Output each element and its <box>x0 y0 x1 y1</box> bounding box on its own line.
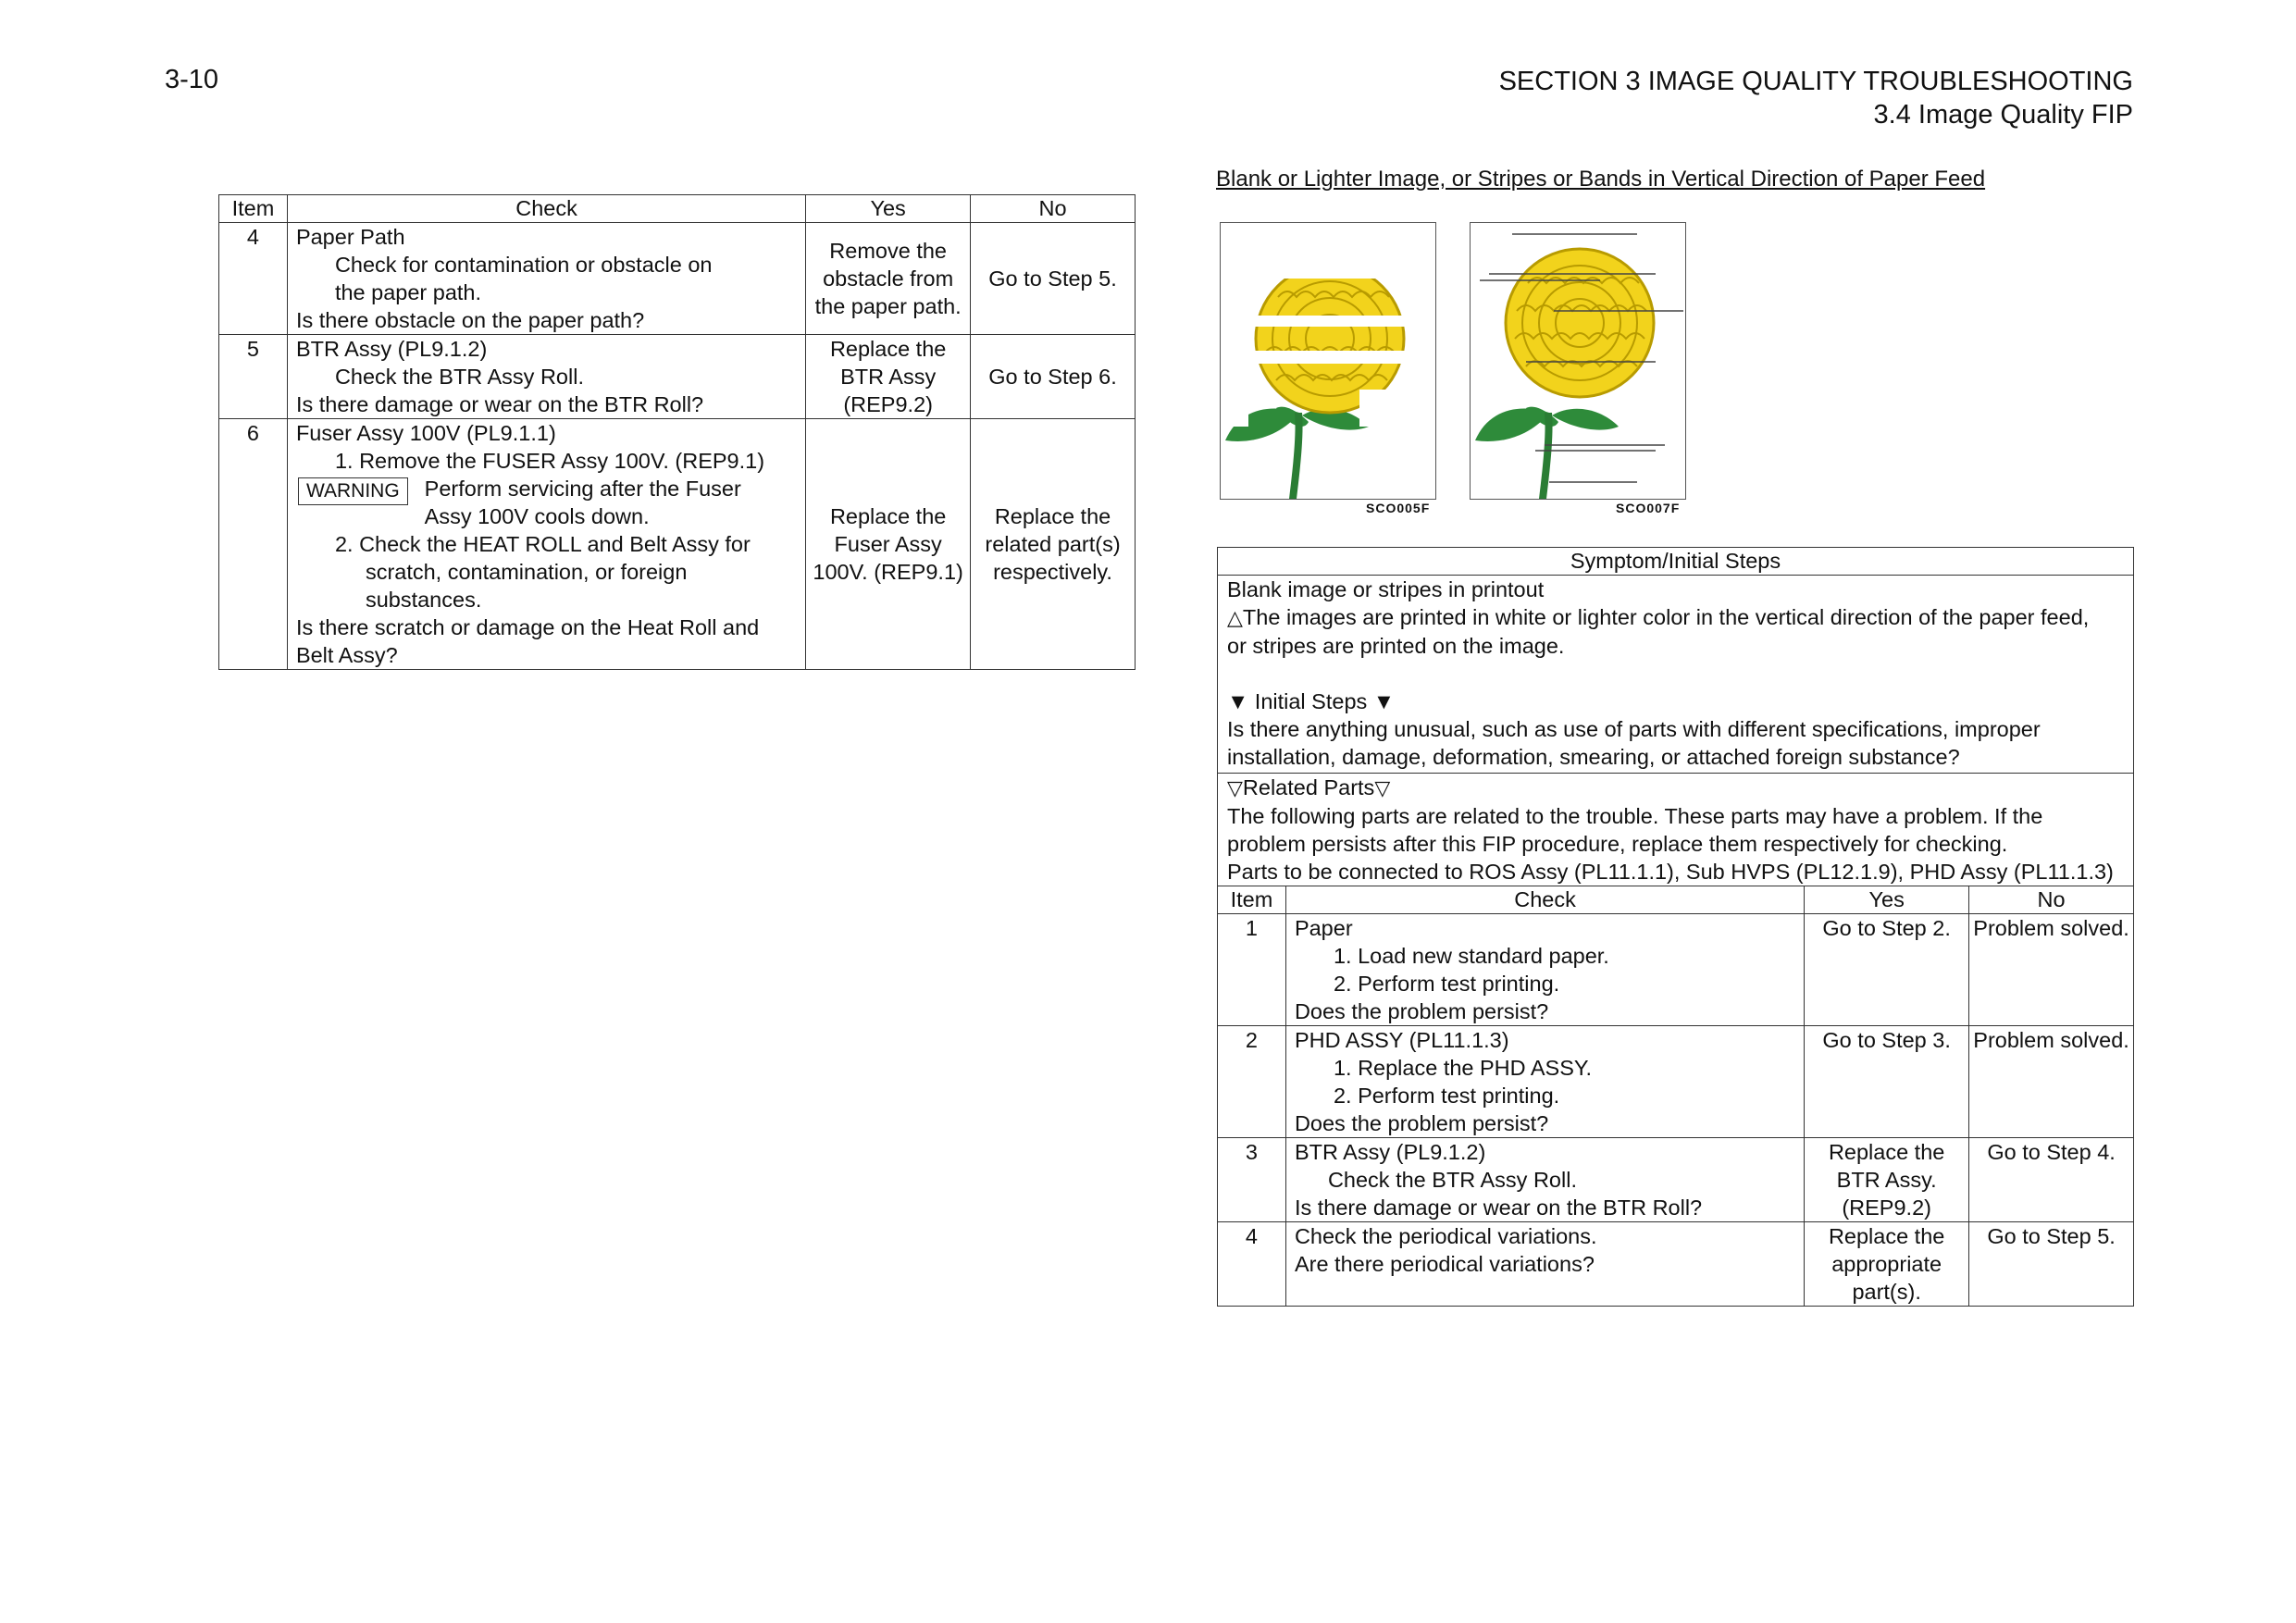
triangle-outline-icon: △ <box>1227 606 1243 629</box>
no-cell: Replace the related part(s) respectively. <box>971 419 1136 670</box>
check-title: Check the periodical variations. <box>1294 1224 1597 1248</box>
check-cell <box>1285 1138 1804 1222</box>
col-no: No <box>971 195 1136 223</box>
flower-illustration <box>1471 223 1685 499</box>
related-parts-row <box>1218 774 2134 886</box>
check-question: Belt Assy? <box>295 643 398 667</box>
page-number: 3-10 <box>165 65 219 94</box>
check-step: 2. Perform test printing. <box>1333 972 1560 996</box>
no-cell: Go to Step 4. <box>1969 1138 2134 1222</box>
yes-cell: Go to Step 2. <box>1805 914 1969 1026</box>
check-detail: Check the BTR Assy Roll. <box>334 365 584 389</box>
check-question: Does the problem persist? <box>1294 999 1549 1023</box>
yes-cell: Replace the appropriate part(s). <box>1805 1222 1969 1307</box>
triangle-down-outline-icon: ▽ <box>1374 776 1391 799</box>
col-item: Item <box>219 195 288 223</box>
check-title: Paper Path <box>295 225 405 249</box>
warning-line: Perform servicing after the Fuser <box>424 477 741 501</box>
triangle-down-outline-icon: ▽ <box>1227 776 1243 799</box>
no-cell: Go to Step 5. <box>1969 1222 2134 1307</box>
symptom-title: Blank image or stripes in printout <box>1227 577 1545 601</box>
check-cell <box>287 419 805 670</box>
warning-line: Assy 100V cools down. <box>424 504 650 528</box>
image-caption: SCO005F <box>1366 501 1431 515</box>
check-step-cont: scratch, contamination, or foreign <box>365 560 688 584</box>
no-cell: Problem solved. <box>1969 914 2134 1026</box>
col-item: Item <box>1218 886 1286 914</box>
symptom-header: Symptom/Initial Steps <box>1218 548 2134 576</box>
flower-illustration <box>1221 223 1435 499</box>
related-parts-line: problem persists after this FIP procedure, replace them respectively for checking. <box>1227 832 2008 856</box>
item-number: 4 <box>1218 1222 1286 1307</box>
item-number: 3 <box>1218 1138 1286 1222</box>
sample-image-blank-bands <box>1220 222 1436 500</box>
check-title: Paper <box>1294 916 1353 940</box>
initial-steps-line: Is there anything unusual, such as use of parts with different specifications, improper <box>1227 717 2041 741</box>
related-parts-line: Parts to be connected to ROS Assy (PL11.1.1), Sub HVPS (PL12.1.9), PHD Assy (PL11.1.3) <box>1227 860 2114 884</box>
item-number: 1 <box>1218 914 1286 1026</box>
spacer <box>1227 660 2124 688</box>
check-step: 2. Perform test printing. <box>1333 1084 1560 1108</box>
section-header <box>1499 65 2133 131</box>
subsection-title: 3.4 Image Quality FIP <box>1873 100 2133 130</box>
check-detail: the paper path. <box>334 280 482 304</box>
check-question: Is there scratch or damage on the Heat Roll and <box>295 615 760 639</box>
table-row <box>1218 1222 2134 1307</box>
triangle-down-icon: ▼ <box>1367 689 1396 713</box>
related-parts-line: The following parts are related to the trouble. These parts may have a problem. If the <box>1227 804 2043 828</box>
left-fip-table <box>218 194 1136 670</box>
section-title: SECTION 3 IMAGE QUALITY TROUBLESHOOTING <box>1498 67 2133 96</box>
col-no: No <box>1969 886 2134 914</box>
warning-label: WARNING <box>298 477 408 505</box>
col-check: Check <box>1285 886 1804 914</box>
table-row <box>219 223 1136 335</box>
table-header-row <box>1218 886 2134 914</box>
related-parts-label-line <box>1227 774 2124 802</box>
symptom-header-row <box>1218 548 2134 576</box>
symptom-cell <box>1218 576 2134 774</box>
warning-block <box>296 475 797 530</box>
table-row <box>219 419 1136 670</box>
col-check: Check <box>287 195 805 223</box>
right-fip-table <box>1217 547 2134 1307</box>
image-caption: SCO007F <box>1616 501 1681 515</box>
yes-cell: Remove the obstacle from the paper path. <box>806 223 971 335</box>
check-title: BTR Assy (PL9.1.2) <box>295 337 488 361</box>
check-cell <box>1285 1026 1804 1138</box>
check-question: Does the problem persist? <box>1294 1111 1549 1135</box>
table-row <box>1218 1026 2134 1138</box>
related-parts-label: Related Parts <box>1242 775 1375 799</box>
no-cell: Problem solved. <box>1969 1026 2134 1138</box>
check-title: PHD ASSY (PL11.1.3) <box>1294 1028 1509 1052</box>
check-question: Is there obstacle on the paper path? <box>295 308 645 332</box>
initial-steps-line: installation, damage, deformation, smearing, or attached foreign substance? <box>1227 745 1960 769</box>
sample-image-stripes <box>1470 222 1686 500</box>
check-cell <box>1285 914 1804 1026</box>
col-yes: Yes <box>806 195 971 223</box>
symptom-desc-line <box>1227 603 2124 632</box>
table-row <box>219 335 1136 419</box>
check-step: 1. Remove the FUSER Assy 100V. (REP9.1) <box>334 449 765 473</box>
symptom-row <box>1218 576 2134 774</box>
yes-cell: Go to Step 3. <box>1805 1026 1969 1138</box>
warning-text <box>425 475 741 530</box>
check-step: Check the BTR Assy Roll. <box>1327 1168 1577 1192</box>
check-question: Is there damage or wear on the BTR Roll? <box>295 392 704 416</box>
symptom-desc-text: The images are printed in white or lighter color in the vertical direction of the paper feed, <box>1242 605 2090 629</box>
check-title: Fuser Assy 100V (PL9.1.1) <box>295 421 556 445</box>
table-row <box>1218 1138 2134 1222</box>
item-number: 2 <box>1218 1026 1286 1138</box>
yes-cell: Replace the BTR Assy (REP9.2) <box>806 335 971 419</box>
related-parts-cell <box>1218 774 2134 886</box>
yes-cell: Replace the BTR Assy. (REP9.2) <box>1805 1138 1969 1222</box>
item-number: 5 <box>219 335 288 419</box>
check-question: Is there damage or wear on the BTR Roll? <box>1294 1196 1703 1220</box>
check-step: 2. Check the HEAT ROLL and Belt Assy for <box>334 532 751 556</box>
check-cell <box>287 335 805 419</box>
table-row <box>1218 914 2134 1026</box>
fip-heading: Blank or Lighter Image, or Stripes or Bands in Vertical Direction of Paper Feed <box>1216 167 1986 192</box>
check-detail: Check for contamination or obstacle on <box>334 253 713 277</box>
initial-steps-label: Initial Steps <box>1254 689 1368 713</box>
table-header-row <box>219 195 1136 223</box>
triangle-down-icon: ▼ <box>1227 689 1255 713</box>
initial-steps-label-line <box>1227 688 2124 715</box>
item-number: 4 <box>219 223 288 335</box>
no-cell: Go to Step 5. <box>971 223 1136 335</box>
check-question: Are there periodical variations? <box>1294 1252 1595 1276</box>
check-cell <box>1285 1222 1804 1307</box>
col-yes: Yes <box>1805 886 1969 914</box>
no-cell: Go to Step 6. <box>971 335 1136 419</box>
item-number: 6 <box>219 419 288 670</box>
check-step-cont: substances. <box>365 588 482 612</box>
check-title: BTR Assy (PL9.1.2) <box>1294 1140 1486 1164</box>
symptom-desc-line: or stripes are printed on the image. <box>1227 634 1565 658</box>
check-cell <box>287 223 805 335</box>
check-step: 1. Replace the PHD ASSY. <box>1333 1056 1593 1080</box>
check-step: 1. Load new standard paper. <box>1333 944 1609 968</box>
yes-cell: Replace the Fuser Assy 100V. (REP9.1) <box>806 419 971 670</box>
